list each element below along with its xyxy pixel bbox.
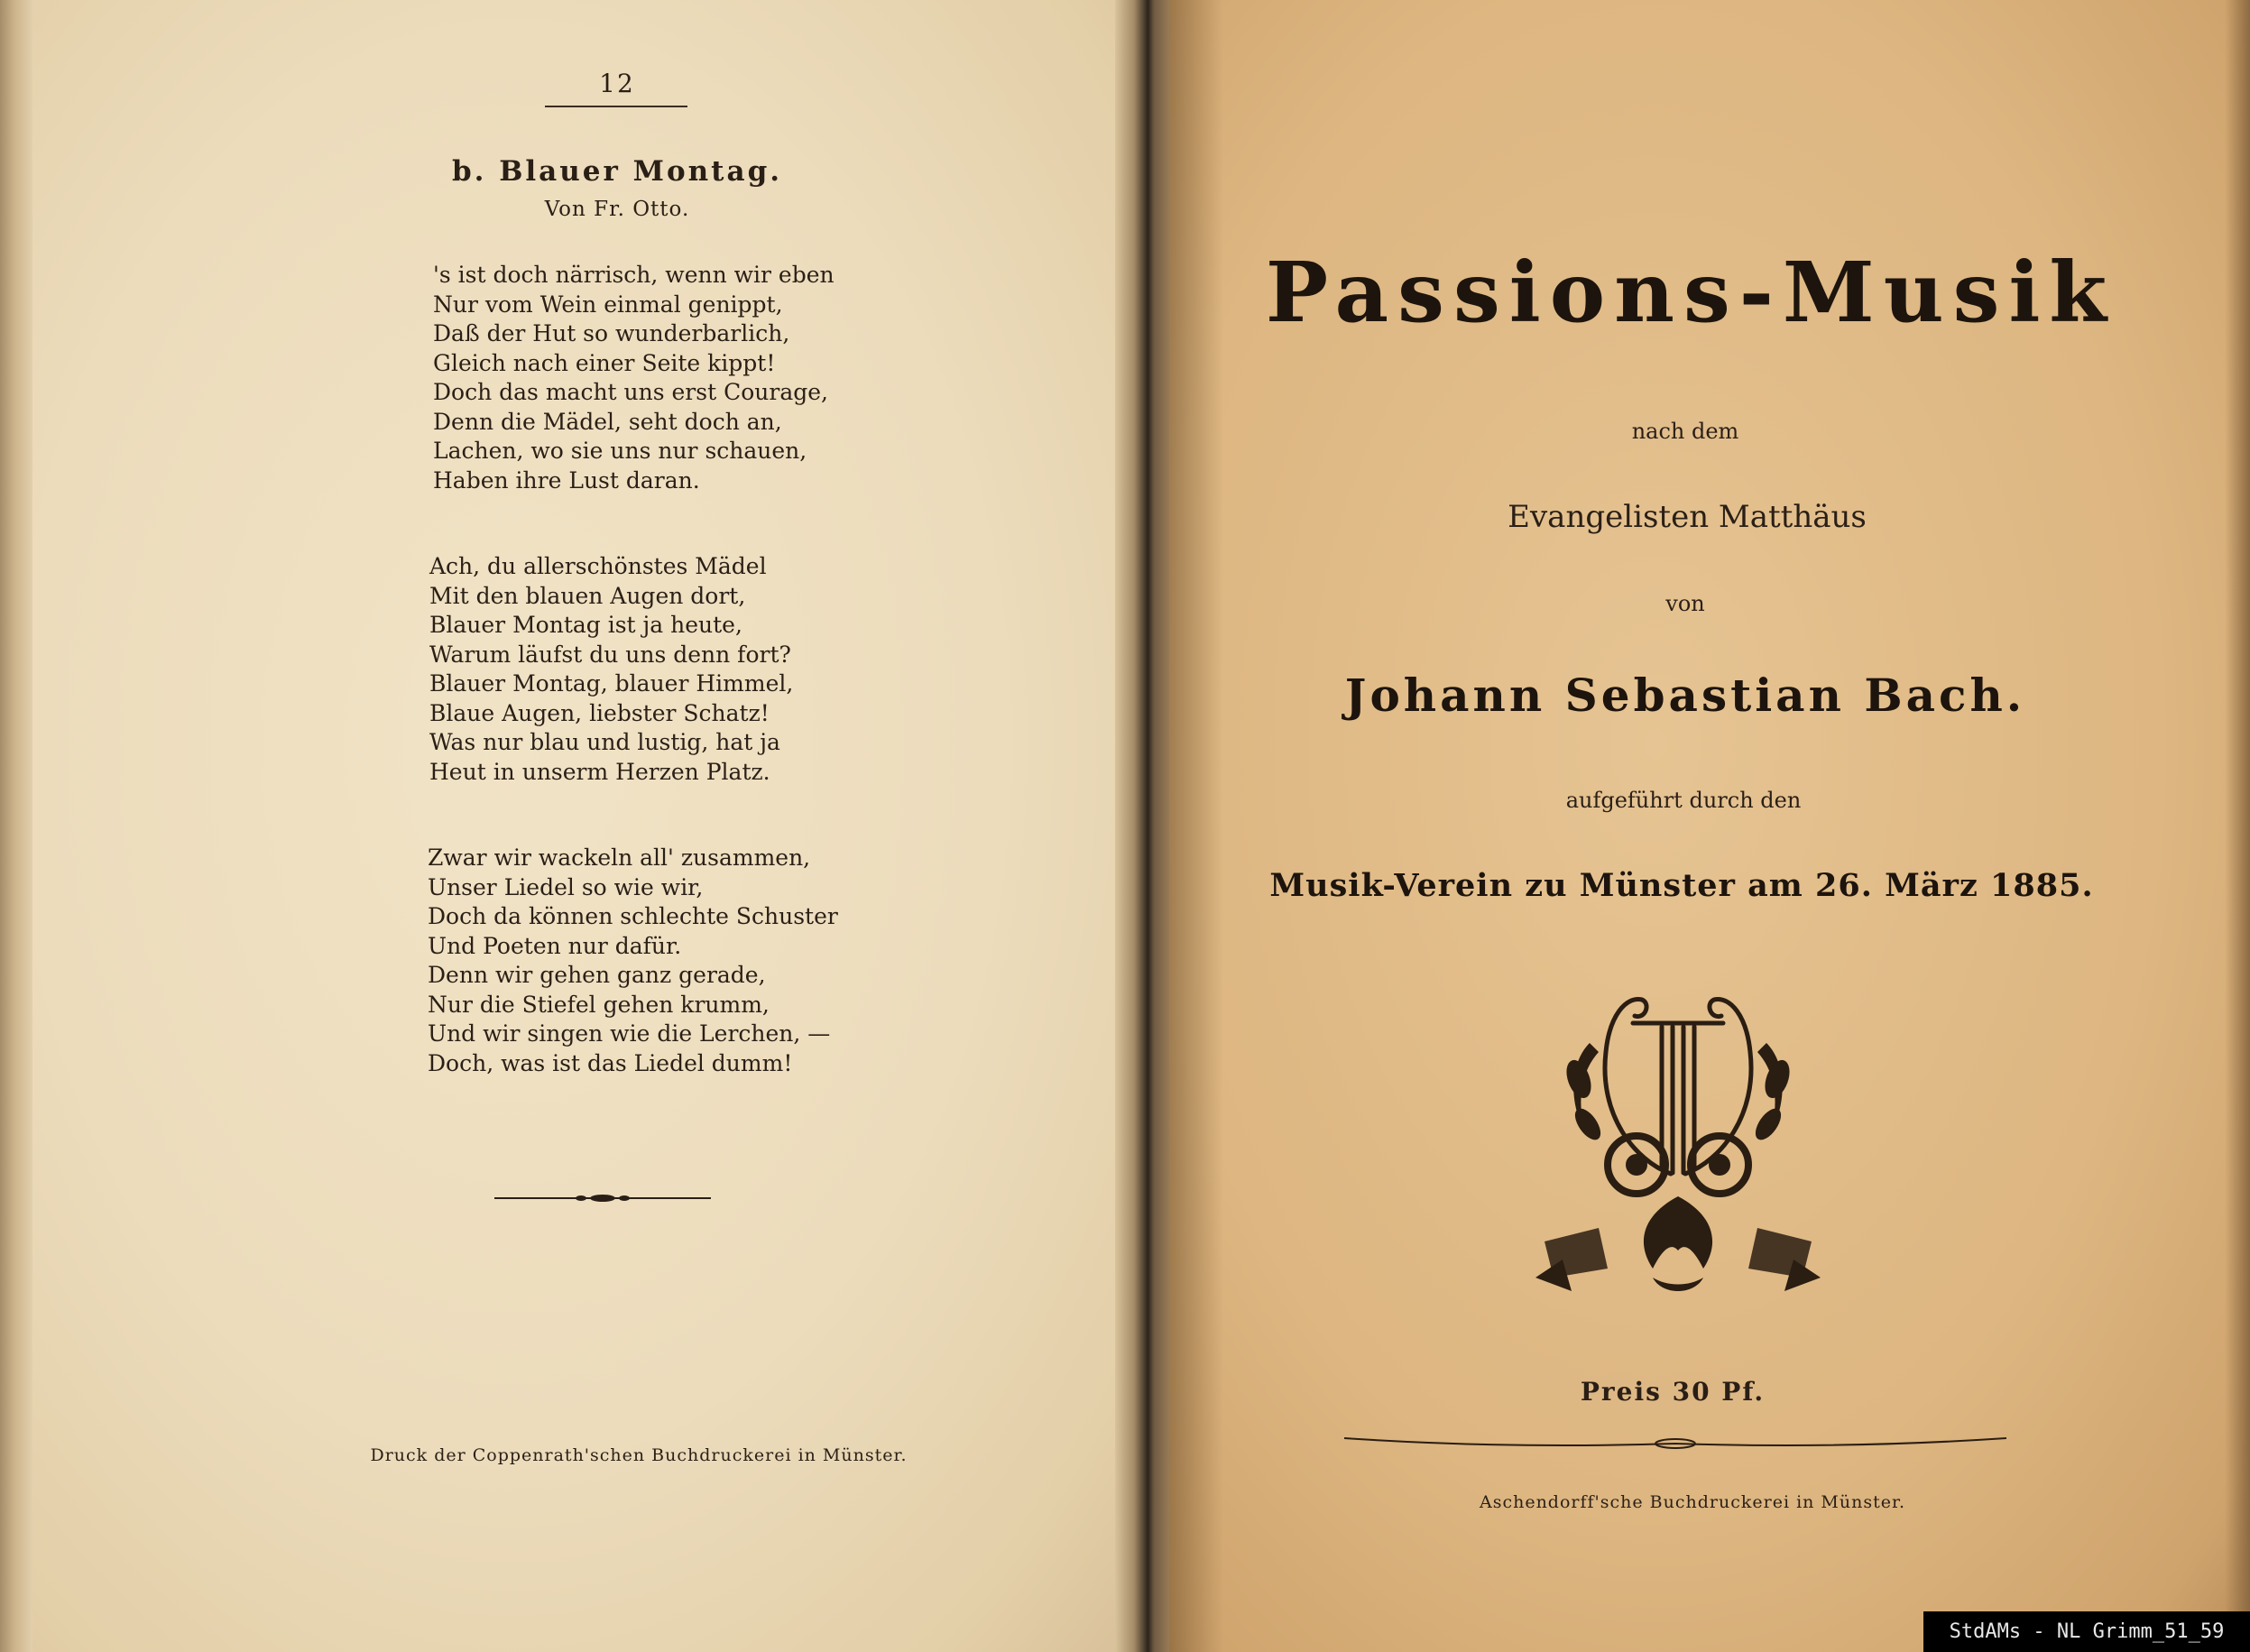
right-page-gutter-shade [1169, 0, 1223, 1652]
poem-line: Nur die Stiefel gehen krumm, [428, 991, 770, 1018]
poem-line: Ach, du allerschönstes Mädel [429, 553, 767, 579]
poem-line: Doch, was ist das Liedel dumm! [428, 1049, 793, 1076]
imprint-ornament-rule [1344, 1431, 2006, 1454]
poem-line: Blaue Augen, liebster Schatz! [429, 699, 770, 726]
poem-line: Heut in unserm Herzen Platz. [429, 758, 770, 785]
performance-line: Musik-Verein zu Münster am 26. März 1885. [1269, 867, 2094, 904]
text-nach-dem: nach dem [1631, 419, 1739, 444]
poem-stanza-3 [428, 844, 838, 1078]
left-page-edge [0, 0, 32, 1652]
poem-line: Denn wir gehen ganz gerade, [428, 962, 766, 988]
poem-title: b. Blauer Montag. [451, 155, 783, 188]
right-printer-line: Aschendorff'sche Buchdruckerei in Münster. [1479, 1492, 1906, 1512]
poem-stanza-1 [433, 261, 835, 495]
poem-line: Nur vom Wein einmal genippt, [433, 291, 783, 318]
end-ornament-rule [494, 1189, 711, 1207]
poem-line: Und Poeten nur dafür. [428, 932, 682, 959]
poem-line: Blauer Montag ist ja heute, [429, 612, 742, 638]
evangelist-line: Evangelisten Matthäus [1508, 499, 1867, 535]
poem-line: Was nur blau und lustig, hat ja [429, 729, 780, 755]
poem-line: Daß der Hut so wunderbarlich, [433, 320, 790, 346]
poem-stanza-2 [429, 552, 793, 787]
archive-label: StdAMs - NL Grimm_51_59 [1923, 1611, 2250, 1652]
poem-line: Blauer Montag, blauer Himmel, [429, 670, 794, 697]
poem-line: Denn die Mädel, seht doch an, [433, 408, 782, 435]
title-heading: Passions-Musik [1265, 244, 2116, 341]
poem-line: Doch da können schlechte Schuster [428, 903, 838, 929]
poem-byline: Von Fr. Otto. [544, 198, 690, 221]
right-page-edge [2225, 0, 2250, 1652]
composer-name: Johann Sebastian Bach. [1344, 669, 2026, 722]
lyre-ornament-icon [1535, 980, 1821, 1308]
poem-line: Mit den blauen Augen dort, [429, 582, 746, 609]
poem-line: 's ist doch närrisch, wenn wir eben [433, 262, 835, 288]
poem-line: Haben ihre Lust daran. [433, 466, 700, 494]
page-number-rule [545, 106, 687, 107]
poem-line: Und wir singen wie die Lerchen, — [428, 1020, 831, 1047]
poem-line: Doch das macht uns erst Courage, [433, 379, 828, 405]
text-von: von [1665, 591, 1705, 616]
price-label: Preis 30 Pf. [1580, 1377, 1766, 1407]
left-printer-line: Druck der Coppenrath'schen Buchdruckerei in Münster. [370, 1445, 908, 1465]
text-aufgefuehrt: aufgeführt durch den [1565, 788, 1802, 813]
poem-line: Lachen, wo sie uns nur schauen, [433, 438, 807, 464]
poem-line: Gleich nach einer Seite kippt! [433, 349, 776, 376]
poem-line: Zwar wir wackeln all' zusammen, [428, 844, 811, 871]
poem-line: Warum läufst du uns denn fort? [429, 641, 791, 668]
poem-line: Unser Liedel so wie wir, [428, 873, 704, 900]
page-number: 12 [599, 69, 635, 98]
